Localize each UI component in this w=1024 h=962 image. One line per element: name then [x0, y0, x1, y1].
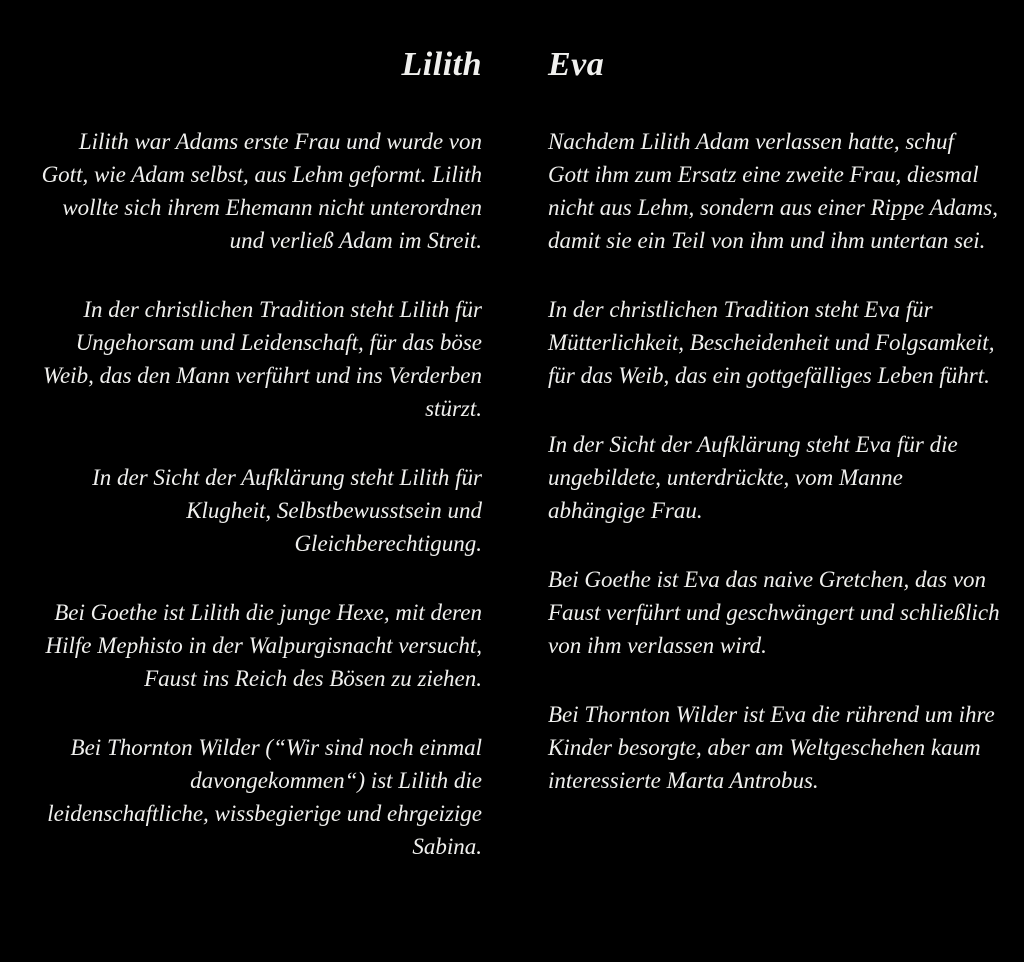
lilith-title: Lilith [401, 46, 482, 83]
lilith-column [40, 44, 482, 863]
lilith-paragraph-origin: Lilith war Adams erste Frau und wurde von Gott, wie Adam selbst, aus Lehm geformt. Lilith wollte sich ihrem Ehemann nicht unterordnen und verließ Adam im Streit. [41, 129, 482, 253]
eva-paragraph-origin: Nachdem Lilith Adam verlassen hatte, schuf Gott ihm zum Ersatz eine zweite Frau, diesmal nicht aus Lehm, sondern aus einer Rippe Adams, damit sie ein Teil von ihm und ihm untertan sei. [548, 129, 998, 253]
eva-title: Eva [548, 46, 605, 83]
lilith-paragraph-thornton-wilder: Bei Thornton Wilder (“Wir sind noch einmal davongekommen“) ist Lilith die leidenschaftliche, wissbegierige und ehrgeizige Sabina. [47, 735, 482, 859]
eva-column [548, 44, 1000, 797]
eva-paragraph-christian-tradition: In der christlichen Tradition steht Eva für Mütterlichkeit, Bescheidenheit und Folgsamkeit, für das Weib, das ein gottgefälliges Leben führt. [548, 297, 995, 388]
lilith-paragraph-enlightenment: In der Sicht der Aufklärung steht Lilith für Klugheit, Selbstbewusstsein und Gleichberechtigung. [92, 465, 482, 556]
lilith-paragraph-christian-tradition: In der christlichen Tradition steht Lilith für Ungehorsam und Leidenschaft, für das böse Weib, das den Mann verführt und ins Verderben stürzt. [42, 297, 482, 421]
eva-paragraph-enlightenment: In der Sicht der Aufklärung steht Eva für die ungebildete, unterdrückte, vom Manne abhängige Frau. [548, 432, 958, 523]
eva-paragraph-goethe: Bei Goethe ist Eva das naive Gretchen, das von Faust verführt und geschwängert und schließlich von ihm verlassen wird. [548, 567, 1000, 658]
lilith-paragraph-goethe: Bei Goethe ist Lilith die junge Hexe, mit deren Hilfe Mephisto in der Walpurgisnacht versucht, Faust ins Reich des Bösen zu ziehen. [45, 600, 482, 691]
eva-paragraph-thornton-wilder: Bei Thornton Wilder ist Eva die rührend um ihre Kinder besorgte, aber am Weltgeschehen kaum interessierte Marta Antrobus. [548, 702, 995, 793]
